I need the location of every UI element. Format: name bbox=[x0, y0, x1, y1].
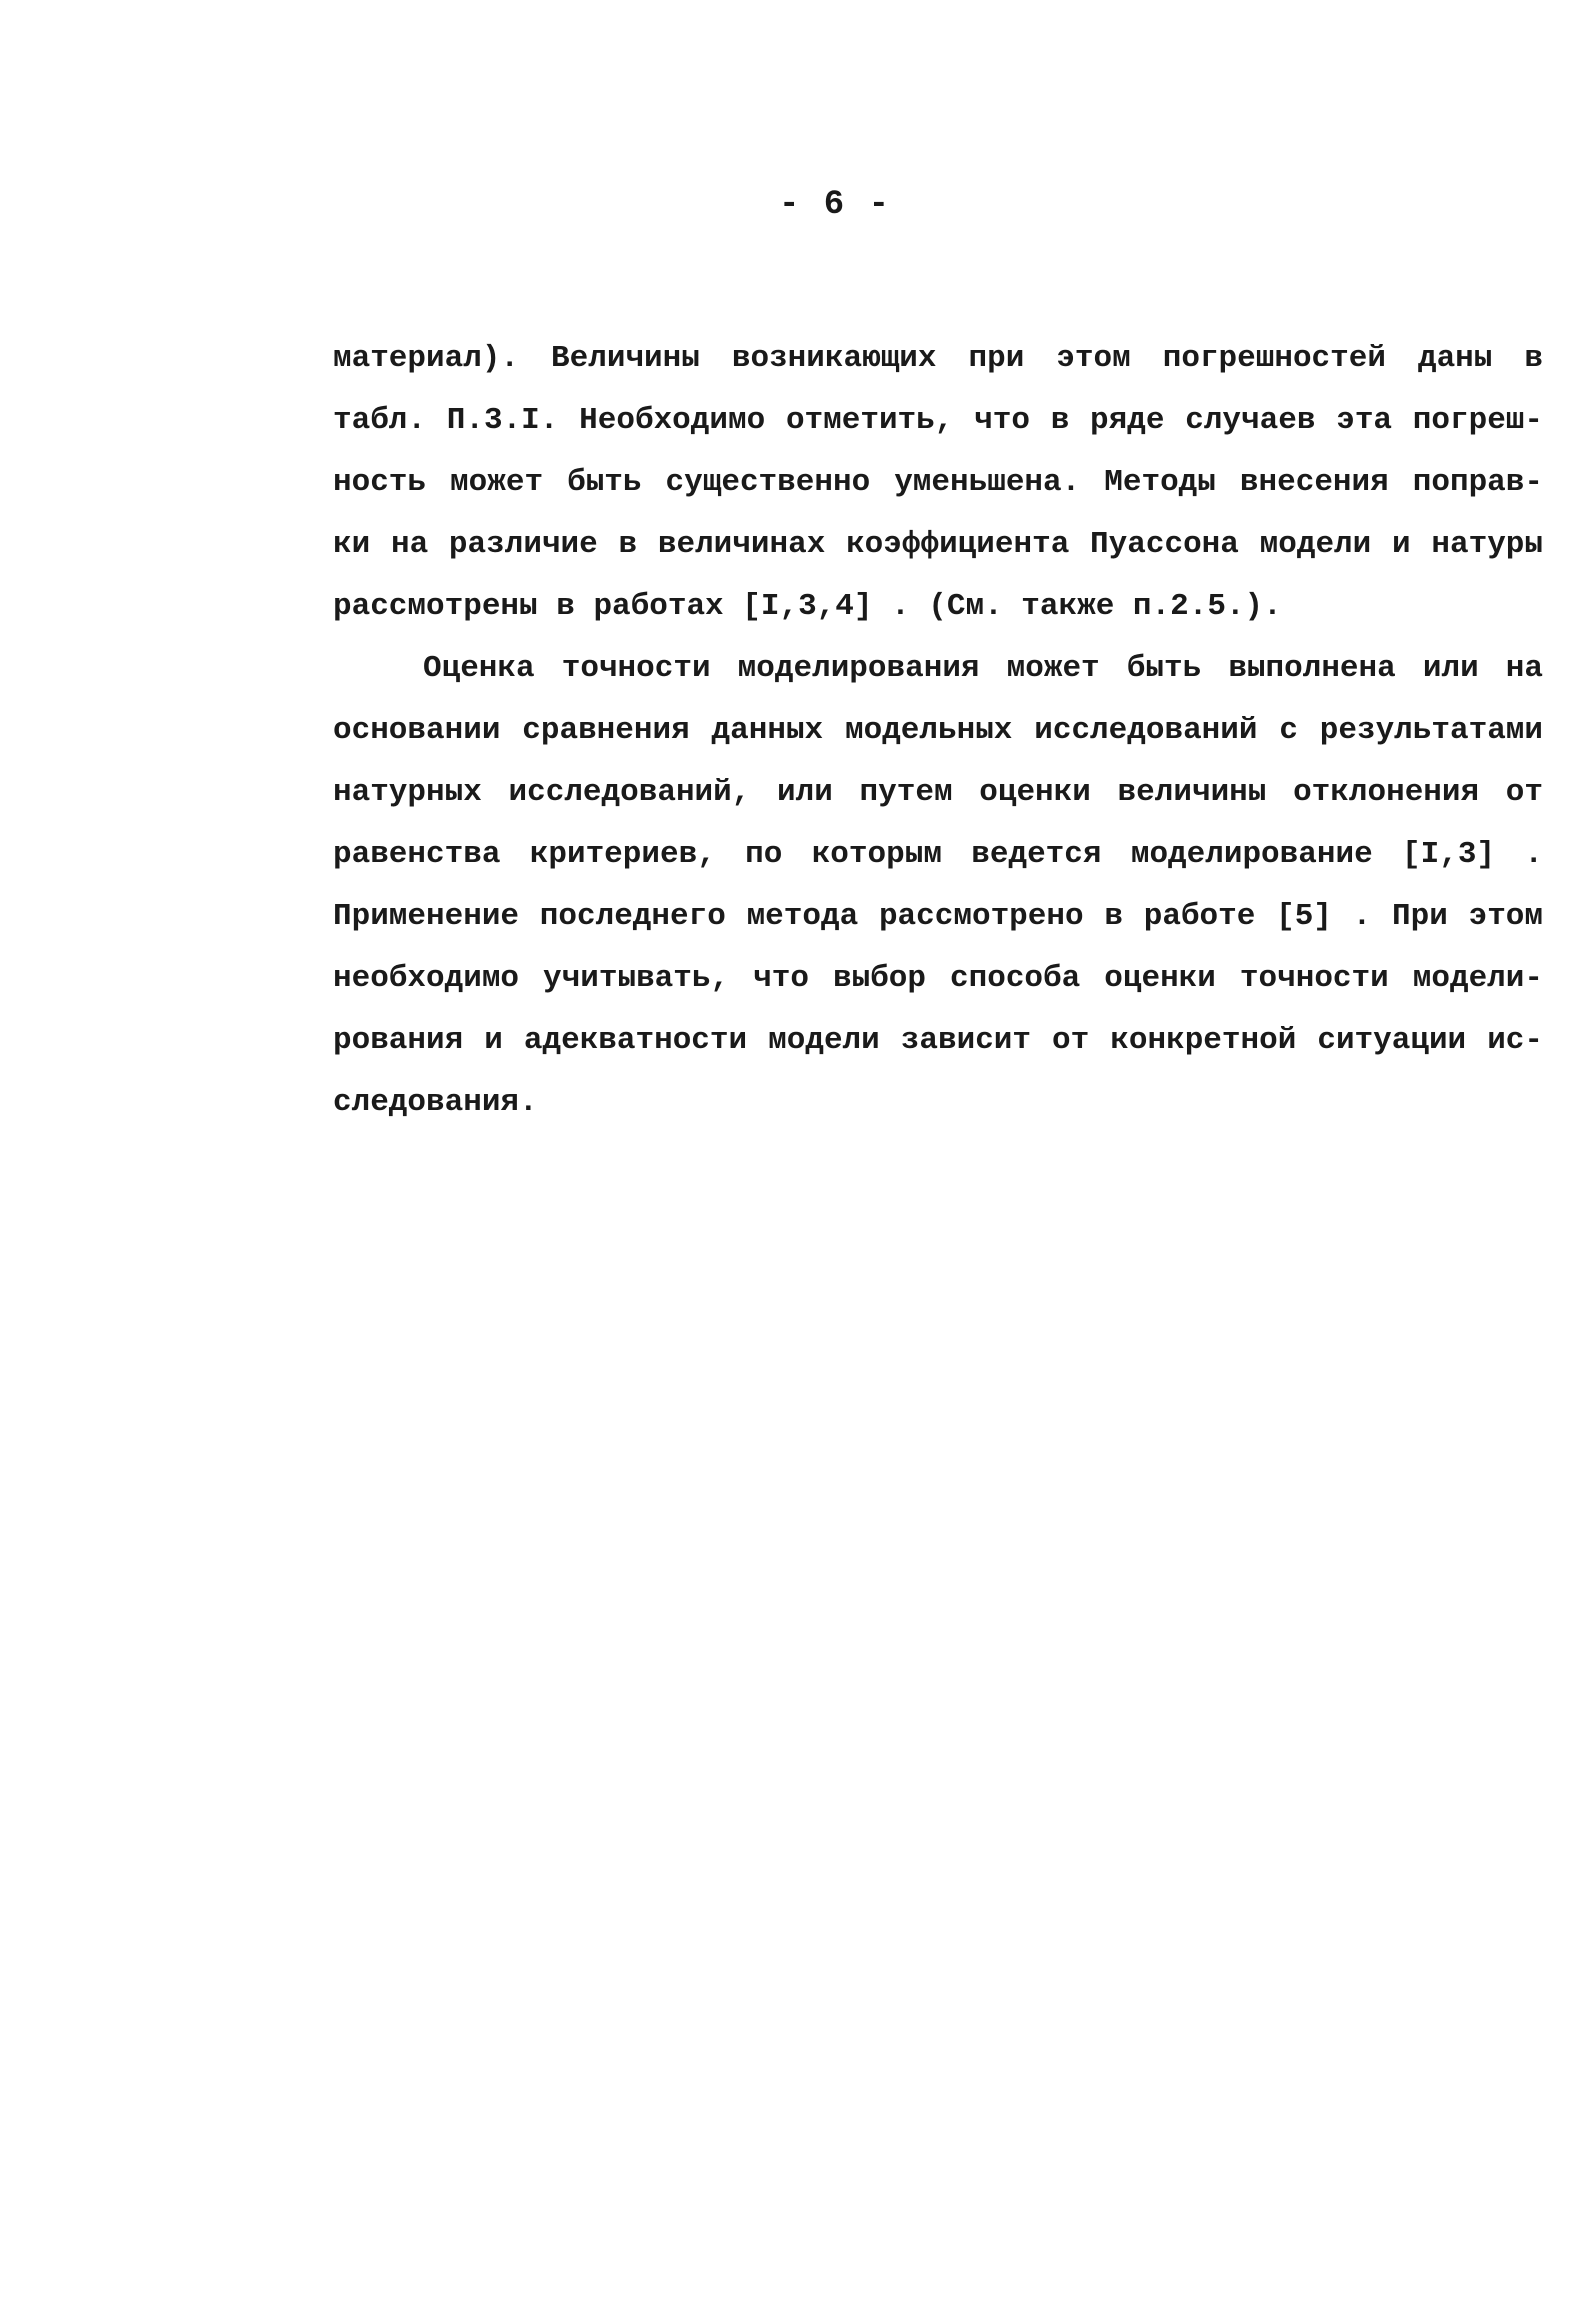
text-line: ность может быть существенно уменьшена. Методы внесения поправ- bbox=[333, 465, 1543, 500]
text-line: рования и адекватности модели зависит от конкретной ситуации ис- bbox=[333, 1023, 1543, 1058]
text-line: необходимо учитывать, что выбор способа оценки точности модели- bbox=[333, 961, 1543, 996]
text-line: табл. П.3.I. Необходимо отметить, что в ряде случаев эта погреш- bbox=[333, 403, 1543, 438]
text-line: следования. bbox=[333, 1085, 538, 1120]
text-line: равенства критериев, по которым ведется моделирование [I,3] . bbox=[333, 837, 1543, 872]
text-line: натурных исследований, или путем оценки величины отклонения от bbox=[333, 775, 1543, 810]
body-text bbox=[333, 328, 1543, 1134]
page-number: - 6 - bbox=[778, 186, 892, 224]
text-line: основании сравнения данных модельных исследований с результатами bbox=[333, 713, 1543, 748]
paragraph-1 bbox=[333, 328, 1543, 638]
text-line: материал). Величины возникающих при этом погрешностей даны в bbox=[333, 341, 1543, 376]
text-line: Применение последнего метода рассмотрено в работе [5] . При этом bbox=[333, 899, 1543, 934]
text-line: ки на различие в величинах коэффициента Пуассона модели и натуры bbox=[333, 527, 1543, 562]
paragraph-2 bbox=[333, 638, 1543, 1134]
text-line: рассмотрены в работах [I,3,4] . (См. также п.2.5.). bbox=[333, 589, 1282, 624]
text-line: Оценка точности моделирования может быть выполнена или на bbox=[423, 651, 1543, 686]
